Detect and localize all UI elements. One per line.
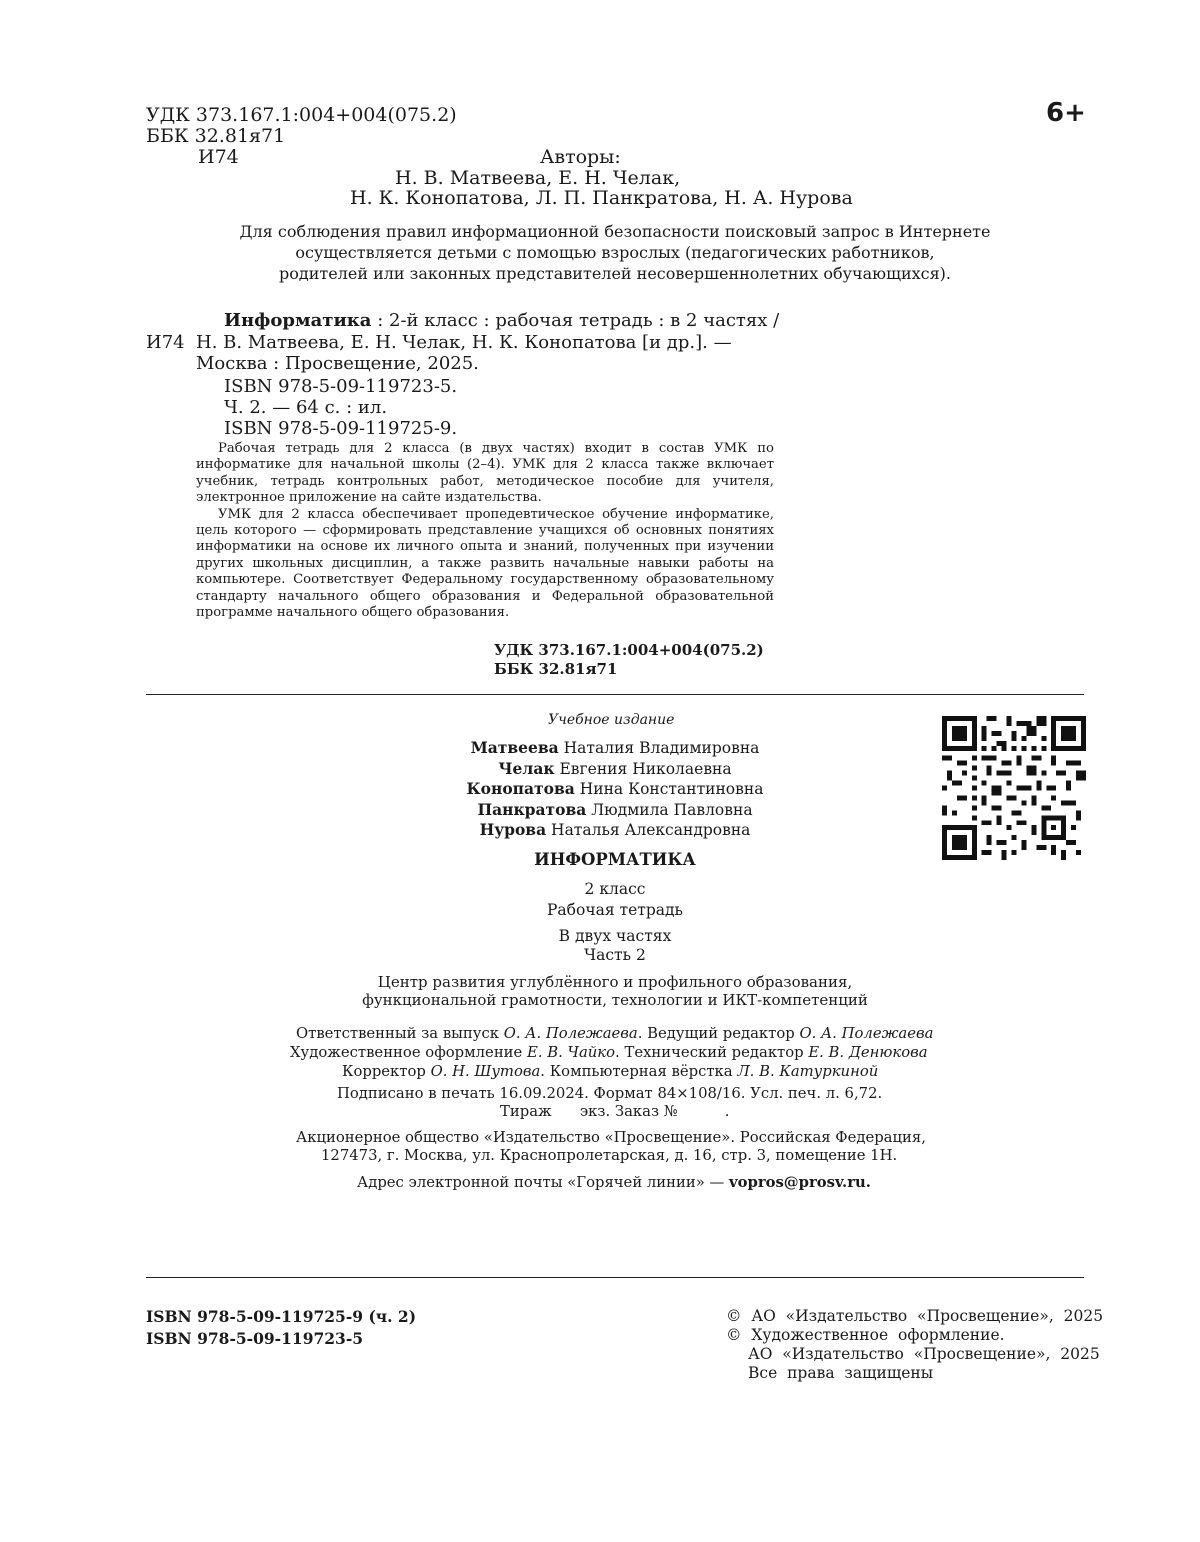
annotation-udk: УДК 373.167.1:004+004(075.2) — [494, 641, 764, 659]
bib-isbn-set: ISBN 978-5-09-119723-5. — [224, 376, 458, 397]
authors-line-2: Н. К. Конопатова, Л. П. Панкратова, Н. А. Нурова — [350, 187, 853, 209]
publisher-email-line: Адрес электронной почты «Горячей линии» — vopros@prosv.ru. — [357, 1174, 871, 1191]
book-title: Информатика — [224, 310, 372, 331]
bib-publisher-line: Москва : Просвещение, 2025. — [196, 353, 479, 374]
udk-code: УДК 373.167.1:004+004(075.2) — [146, 104, 457, 126]
safety-notice — [150, 221, 1080, 284]
credits-row: Корректор О. Н. Шутова. Компьютерная вёрстка Л. В. Катуркиной — [342, 1063, 879, 1080]
edition-author: Челак Евгения Николаевна — [498, 758, 732, 778]
authors-label: Авторы: — [540, 146, 621, 168]
edition-part: Часть 2 — [584, 946, 646, 964]
email-link: vopros@prosv.ru. — [729, 1174, 871, 1191]
annotation-paragraph: Рабочая тетрадь для 2 класса (в двух частях) входит в состав УМК по информатике для начальной школы (2–4). УМК для 2 класса также включает учебник, тетрадь контрольных работ, методическое пособие для учителя, электронное приложение на сайте издательства. — [196, 441, 774, 506]
edition-center — [315, 973, 915, 1009]
annotation — [196, 441, 774, 621]
isbn-set: ISBN 978-5-09-119723-5 — [146, 1329, 364, 1348]
credits-row: Ответственный за выпуск О. А. Полежаева. Ведущий редактор О. А. Полежаева — [296, 1025, 934, 1042]
credits — [290, 1024, 933, 1081]
edition-book-type: Рабочая тетрадь — [547, 901, 683, 919]
annotation-paragraph: УМК для 2 класса обеспечивает пропедевтическое обучение информатике, цель которого — сформировать представление учащихся об основных понятиях информатики на основе их личного опыта и знаний, полученных при изучении других школьных дисциплин, а также развить начальные навыки работы на компьютере. Соответствует Федеральному государственному образовательному стандарту начального общего образования и Федеральной образовательной программе начального общего образования. — [196, 506, 774, 621]
center-line: Центр развития углублённого и профильного образования, — [377, 973, 853, 991]
print-info-line: Тираж экз. Заказ № . — [500, 1103, 730, 1120]
edition-grade: 2 класс — [584, 880, 646, 898]
bbk-code: ББК 32.81я71 — [146, 125, 286, 147]
annotation-bbk: ББК 32.81я71 — [494, 660, 618, 678]
author-sign: И74 — [198, 146, 239, 168]
edition-type: Учебное издание — [548, 712, 675, 728]
authors-line-1: Н. В. Матвеева, Е. Н. Челак, — [395, 167, 681, 189]
edition-author: Конопатова Нина Константиновна — [466, 779, 764, 798]
isbn-part: ISBN 978-5-09-119725-9 (ч. 2) — [146, 1307, 417, 1326]
edition-parts: В двух частях — [558, 927, 672, 945]
credits-row: Художественное оформление Е. В. Чайко. Технический редактор Е. В. Денюкова — [290, 1044, 928, 1061]
copyright-line: © АО «Издательство «Просвещение», 2025 — [726, 1307, 1104, 1325]
safety-notice-line: осуществляется детьми с помощью взрослых (педагогических работников, — [295, 243, 935, 262]
edition-authors — [380, 738, 850, 841]
safety-notice-line: Для соблюдения правил информационной безопасности поисковый запрос в Интернете — [239, 222, 991, 241]
publisher-line: Акционерное общество «Издательство «Просвещение». Российская Федерация, — [296, 1129, 926, 1146]
bib-isbn-part: ISBN 978-5-09-119725-9. — [224, 418, 458, 439]
bib-title-line — [224, 310, 779, 332]
qr-code — [942, 716, 1086, 860]
bib-author-sign: И74 — [146, 332, 185, 353]
copyright-line: Все права защищены — [748, 1364, 934, 1382]
edition-author: Матвеева Наталия Владимировна — [470, 738, 760, 757]
publisher-line: 127473, г. Москва, ул. Краснопролетарская, д. 16, стр. 3, помещение 1Н. — [321, 1147, 898, 1164]
copyright-line: АО «Издательство «Просвещение», 2025 — [748, 1345, 1100, 1363]
safety-notice-line: родителей или законных представителей несовершеннолетних обучающихся). — [278, 264, 952, 283]
bib-authors-line: Н. В. Матвеева, Е. Н. Челак, Н. К. Конопатова [и др.]. — — [196, 332, 732, 353]
edition-author: Нурова Наталья Александровна — [479, 820, 751, 839]
divider — [146, 1277, 1084, 1278]
bib-part-info: Ч. 2. — 64 с. : ил. — [224, 397, 388, 418]
edition-author: Панкратова Людмила Павловна — [477, 799, 753, 819]
age-rating-badge: 6+ — [1046, 98, 1086, 128]
center-line: функциональной грамотности, технологии и ИКТ-компетенций — [362, 991, 868, 1009]
print-info-line: Подписано в печать 16.09.2024. Формат 84×108/16. Усл. печ. л. 6,72. — [337, 1085, 883, 1102]
copyright-line: © Художественное оформление. — [726, 1326, 1005, 1344]
book-title-rest: : 2-й класс : рабочая тетрадь : в 2 частях / — [371, 310, 780, 331]
divider — [146, 694, 1084, 695]
edition-title: ИНФОРМАТИКА — [534, 850, 696, 869]
